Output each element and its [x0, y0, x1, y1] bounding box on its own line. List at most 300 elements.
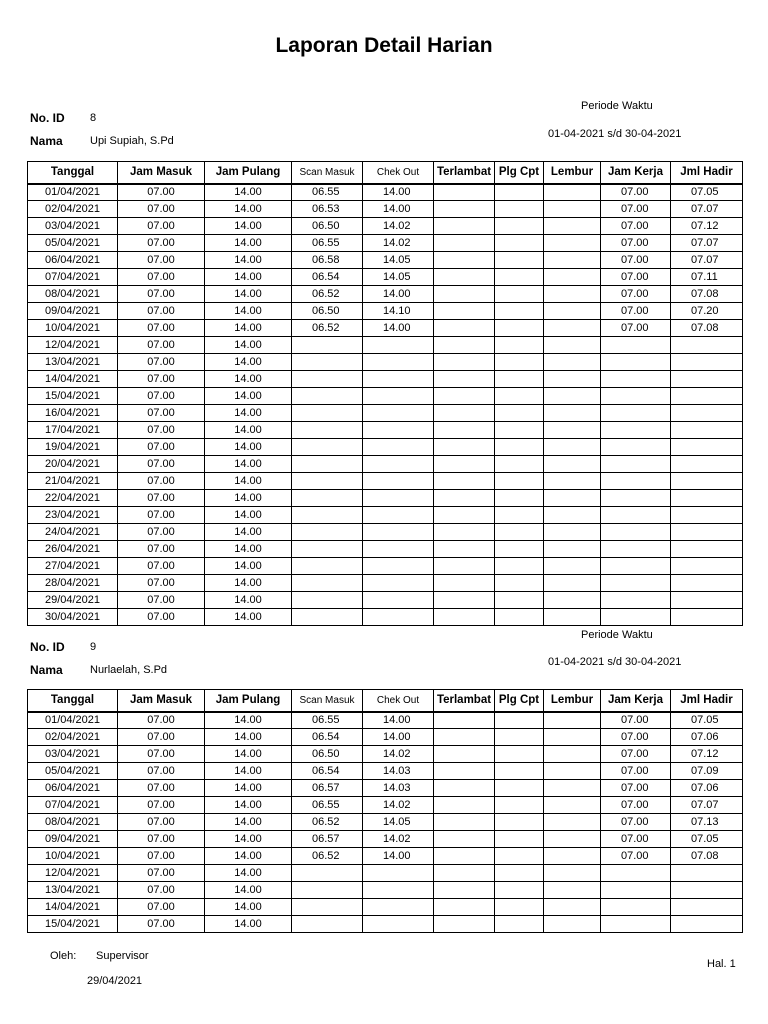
column-header: Jam Pulang — [205, 162, 292, 184]
table-row — [28, 609, 743, 626]
check-out-cell — [363, 405, 434, 422]
work-hours-cell: 07.00 — [601, 763, 671, 780]
clock-out-cell: 14.00 — [205, 848, 292, 865]
table-row — [28, 746, 743, 763]
work-hours-cell — [601, 456, 671, 473]
work-hours-cell: 07.00 — [601, 712, 671, 729]
clock-out-cell: 14.00 — [205, 252, 292, 269]
scan-in-cell: 06.55 — [292, 712, 363, 729]
clock-out-cell: 14.00 — [205, 201, 292, 218]
clock-out-cell: 14.00 — [205, 797, 292, 814]
work-hours-cell: 07.00 — [601, 780, 671, 797]
employee-name: Nurlaelah, S.Pd — [90, 664, 168, 676]
clock-out-cell: 14.00 — [205, 712, 292, 729]
clock-out-cell: 14.00 — [205, 507, 292, 524]
check-out-cell — [363, 592, 434, 609]
overtime-cell — [544, 592, 601, 609]
clock-out-cell: 14.00 — [205, 303, 292, 320]
table-row — [28, 882, 743, 899]
clock-in-cell: 07.00 — [118, 422, 205, 439]
attendance-hours-cell: 07.08 — [671, 848, 743, 865]
date-cell: 13/04/2021 — [28, 882, 118, 899]
column-header: Jam Pulang — [205, 690, 292, 712]
attendance-hours-cell — [671, 456, 743, 473]
early-leave-cell — [495, 729, 544, 746]
table-row — [28, 712, 743, 729]
clock-out-cell: 14.00 — [205, 269, 292, 286]
table-row — [28, 235, 743, 252]
clock-out-cell: 14.00 — [205, 456, 292, 473]
period-range: 01-04-2021 s/d 30-04-2021 — [548, 656, 682, 668]
late-cell — [434, 848, 495, 865]
check-out-cell — [363, 388, 434, 405]
early-leave-cell — [495, 235, 544, 252]
column-header: Plg Cpt — [495, 162, 544, 184]
work-hours-cell — [601, 422, 671, 439]
clock-in-cell: 07.00 — [118, 354, 205, 371]
date-cell: 24/04/2021 — [28, 524, 118, 541]
clock-out-cell: 14.00 — [205, 371, 292, 388]
clock-in-cell: 07.00 — [118, 286, 205, 303]
attendance-hours-cell — [671, 354, 743, 371]
date-cell: 20/04/2021 — [28, 456, 118, 473]
work-hours-cell: 07.00 — [601, 286, 671, 303]
column-header: Jam Masuk — [118, 162, 205, 184]
overtime-cell — [544, 609, 601, 626]
scan-in-cell: 06.52 — [292, 848, 363, 865]
scan-in-cell: 06.58 — [292, 252, 363, 269]
early-leave-cell — [495, 524, 544, 541]
clock-in-cell: 07.00 — [118, 746, 205, 763]
clock-in-cell: 07.00 — [118, 763, 205, 780]
scan-in-cell: 06.52 — [292, 320, 363, 337]
late-cell — [434, 354, 495, 371]
work-hours-cell — [601, 865, 671, 882]
clock-in-cell: 07.00 — [118, 252, 205, 269]
clock-out-cell: 14.00 — [205, 746, 292, 763]
late-cell — [434, 337, 495, 354]
period-label: Periode Waktu — [581, 100, 653, 112]
date-cell: 22/04/2021 — [28, 490, 118, 507]
scan-in-cell — [292, 524, 363, 541]
table-row — [28, 371, 743, 388]
clock-in-cell: 07.00 — [118, 201, 205, 218]
late-cell — [434, 575, 495, 592]
check-out-cell — [363, 609, 434, 626]
scan-in-cell: 06.57 — [292, 831, 363, 848]
attendance-hours-cell — [671, 865, 743, 882]
early-leave-cell — [495, 252, 544, 269]
check-out-cell: 14.02 — [363, 218, 434, 235]
late-cell — [434, 201, 495, 218]
late-cell — [434, 490, 495, 507]
date-cell: 03/04/2021 — [28, 218, 118, 235]
attendance-hours-cell: 07.05 — [671, 831, 743, 848]
date-cell: 07/04/2021 — [28, 797, 118, 814]
work-hours-cell — [601, 337, 671, 354]
date-cell: 15/04/2021 — [28, 388, 118, 405]
overtime-cell — [544, 712, 601, 729]
date-cell: 05/04/2021 — [28, 763, 118, 780]
check-out-cell: 14.03 — [363, 780, 434, 797]
check-out-cell — [363, 541, 434, 558]
attendance-hours-cell — [671, 439, 743, 456]
clock-in-cell: 07.00 — [118, 729, 205, 746]
early-leave-cell — [495, 541, 544, 558]
early-leave-cell — [495, 865, 544, 882]
work-hours-cell: 07.00 — [601, 814, 671, 831]
early-leave-cell — [495, 814, 544, 831]
report-date: 29/04/2021 — [87, 975, 143, 987]
table-row — [28, 286, 743, 303]
table-row — [28, 899, 743, 916]
early-leave-cell — [495, 405, 544, 422]
table-row — [28, 507, 743, 524]
clock-out-cell: 14.00 — [205, 899, 292, 916]
attendance-hours-cell: 07.07 — [671, 201, 743, 218]
overtime-cell — [544, 218, 601, 235]
clock-in-cell: 07.00 — [118, 303, 205, 320]
attendance-hours-cell: 07.13 — [671, 814, 743, 831]
check-out-cell — [363, 371, 434, 388]
work-hours-cell — [601, 882, 671, 899]
scan-in-cell: 06.55 — [292, 235, 363, 252]
check-out-cell: 14.05 — [363, 252, 434, 269]
work-hours-cell — [601, 916, 671, 933]
overtime-cell — [544, 286, 601, 303]
check-out-cell: 14.00 — [363, 184, 434, 201]
scan-in-cell: 06.50 — [292, 218, 363, 235]
check-out-cell: 14.02 — [363, 746, 434, 763]
late-cell — [434, 235, 495, 252]
page-number: Hal. 1 — [707, 958, 736, 970]
signed-by-value: Supervisor — [96, 950, 149, 962]
late-cell — [434, 524, 495, 541]
attendance-hours-cell — [671, 541, 743, 558]
scan-in-cell — [292, 882, 363, 899]
check-out-cell — [363, 456, 434, 473]
table-header-row — [28, 162, 743, 184]
late-cell — [434, 422, 495, 439]
work-hours-cell: 07.00 — [601, 252, 671, 269]
column-header: Scan Masuk — [292, 162, 363, 184]
late-cell — [434, 729, 495, 746]
check-out-cell — [363, 490, 434, 507]
early-leave-cell — [495, 831, 544, 848]
attendance-hours-cell — [671, 524, 743, 541]
column-header: Jam Kerja — [601, 690, 671, 712]
check-out-cell: 14.00 — [363, 286, 434, 303]
work-hours-cell — [601, 592, 671, 609]
overtime-cell — [544, 814, 601, 831]
clock-out-cell: 14.00 — [205, 184, 292, 201]
early-leave-cell — [495, 303, 544, 320]
late-cell — [434, 865, 495, 882]
date-cell: 05/04/2021 — [28, 235, 118, 252]
date-cell: 13/04/2021 — [28, 354, 118, 371]
early-leave-cell — [495, 592, 544, 609]
column-header: Scan Masuk — [292, 690, 363, 712]
date-cell: 06/04/2021 — [28, 780, 118, 797]
overtime-cell — [544, 729, 601, 746]
early-leave-cell — [495, 797, 544, 814]
overtime-cell — [544, 371, 601, 388]
attendance-hours-cell — [671, 337, 743, 354]
work-hours-cell — [601, 507, 671, 524]
overtime-cell — [544, 848, 601, 865]
attendance-hours-cell: 07.09 — [671, 763, 743, 780]
overtime-cell — [544, 831, 601, 848]
scan-in-cell — [292, 405, 363, 422]
clock-out-cell: 14.00 — [205, 916, 292, 933]
work-hours-cell: 07.00 — [601, 184, 671, 201]
clock-out-cell: 14.00 — [205, 609, 292, 626]
signed-by-label: Oleh: — [50, 950, 77, 962]
date-cell: 06/04/2021 — [28, 252, 118, 269]
late-cell — [434, 916, 495, 933]
clock-out-cell: 14.00 — [205, 865, 292, 882]
table-row — [28, 865, 743, 882]
date-cell: 17/04/2021 — [28, 422, 118, 439]
attendance-hours-cell: 07.05 — [671, 184, 743, 201]
clock-in-cell: 07.00 — [118, 490, 205, 507]
date-cell: 09/04/2021 — [28, 303, 118, 320]
work-hours-cell: 07.00 — [601, 320, 671, 337]
check-out-cell — [363, 899, 434, 916]
late-cell — [434, 388, 495, 405]
date-cell: 27/04/2021 — [28, 558, 118, 575]
clock-in-cell: 07.00 — [118, 575, 205, 592]
column-header: Plg Cpt — [495, 690, 544, 712]
check-out-cell: 14.05 — [363, 814, 434, 831]
date-cell: 09/04/2021 — [28, 831, 118, 848]
work-hours-cell: 07.00 — [601, 797, 671, 814]
date-cell: 29/04/2021 — [28, 592, 118, 609]
table-row — [28, 354, 743, 371]
clock-out-cell: 14.00 — [205, 541, 292, 558]
scan-in-cell: 06.50 — [292, 746, 363, 763]
check-out-cell — [363, 882, 434, 899]
attendance-hours-cell: 07.08 — [671, 286, 743, 303]
overtime-cell — [544, 269, 601, 286]
scan-in-cell: 06.50 — [292, 303, 363, 320]
table-row — [28, 541, 743, 558]
late-cell — [434, 405, 495, 422]
attendance-hours-cell — [671, 388, 743, 405]
date-cell: 16/04/2021 — [28, 405, 118, 422]
attendance-hours-cell: 07.07 — [671, 235, 743, 252]
check-out-cell: 14.02 — [363, 235, 434, 252]
overtime-cell — [544, 388, 601, 405]
early-leave-cell — [495, 388, 544, 405]
clock-out-cell: 14.00 — [205, 218, 292, 235]
work-hours-cell — [601, 524, 671, 541]
overtime-cell — [544, 882, 601, 899]
clock-in-cell: 07.00 — [118, 388, 205, 405]
clock-out-cell: 14.00 — [205, 780, 292, 797]
work-hours-cell: 07.00 — [601, 201, 671, 218]
early-leave-cell — [495, 780, 544, 797]
attendance-hours-cell: 07.06 — [671, 729, 743, 746]
attendance-hours-cell — [671, 916, 743, 933]
scan-in-cell — [292, 337, 363, 354]
table-row — [28, 524, 743, 541]
work-hours-cell: 07.00 — [601, 269, 671, 286]
table-row — [28, 303, 743, 320]
table-row — [28, 814, 743, 831]
scan-in-cell — [292, 388, 363, 405]
early-leave-cell — [495, 558, 544, 575]
attendance-hours-cell: 07.07 — [671, 252, 743, 269]
clock-out-cell: 14.00 — [205, 388, 292, 405]
column-header: Lembur — [544, 690, 601, 712]
overtime-cell — [544, 354, 601, 371]
scan-in-cell: 06.54 — [292, 763, 363, 780]
table-row — [28, 456, 743, 473]
attendance-table — [27, 689, 743, 933]
scan-in-cell — [292, 558, 363, 575]
date-cell: 08/04/2021 — [28, 814, 118, 831]
clock-in-cell: 07.00 — [118, 541, 205, 558]
column-header: Terlambat — [434, 690, 495, 712]
early-leave-cell — [495, 609, 544, 626]
attendance-hours-cell: 07.12 — [671, 746, 743, 763]
clock-in-cell: 07.00 — [118, 882, 205, 899]
date-cell: 23/04/2021 — [28, 507, 118, 524]
clock-out-cell: 14.00 — [205, 422, 292, 439]
scan-in-cell: 06.55 — [292, 797, 363, 814]
clock-out-cell: 14.00 — [205, 729, 292, 746]
clock-in-cell: 07.00 — [118, 780, 205, 797]
scan-in-cell: 06.52 — [292, 286, 363, 303]
clock-in-cell: 07.00 — [118, 439, 205, 456]
early-leave-cell — [495, 184, 544, 201]
check-out-cell — [363, 865, 434, 882]
table-header-row — [28, 690, 743, 712]
overtime-cell — [544, 899, 601, 916]
late-cell — [434, 320, 495, 337]
early-leave-cell — [495, 337, 544, 354]
overtime-cell — [544, 405, 601, 422]
late-cell — [434, 780, 495, 797]
scan-in-cell — [292, 916, 363, 933]
late-cell — [434, 609, 495, 626]
late-cell — [434, 746, 495, 763]
clock-in-cell: 07.00 — [118, 456, 205, 473]
date-cell: 07/04/2021 — [28, 269, 118, 286]
overtime-cell — [544, 235, 601, 252]
clock-in-cell: 07.00 — [118, 235, 205, 252]
early-leave-cell — [495, 371, 544, 388]
early-leave-cell — [495, 422, 544, 439]
table-row — [28, 558, 743, 575]
period-label: Periode Waktu — [581, 629, 653, 641]
overtime-cell — [544, 763, 601, 780]
date-cell: 10/04/2021 — [28, 848, 118, 865]
late-cell — [434, 473, 495, 490]
table-row — [28, 422, 743, 439]
early-leave-cell — [495, 746, 544, 763]
work-hours-cell — [601, 609, 671, 626]
work-hours-cell: 07.00 — [601, 746, 671, 763]
column-header: Jml Hadir — [671, 162, 743, 184]
date-cell: 15/04/2021 — [28, 916, 118, 933]
clock-in-cell: 07.00 — [118, 405, 205, 422]
table-row — [28, 490, 743, 507]
column-header: Tanggal — [28, 162, 118, 184]
early-leave-cell — [495, 763, 544, 780]
work-hours-cell — [601, 371, 671, 388]
work-hours-cell — [601, 388, 671, 405]
scan-in-cell — [292, 865, 363, 882]
overtime-cell — [544, 201, 601, 218]
check-out-cell — [363, 337, 434, 354]
overtime-cell — [544, 524, 601, 541]
clock-in-cell: 07.00 — [118, 524, 205, 541]
check-out-cell: 14.00 — [363, 201, 434, 218]
work-hours-cell — [601, 541, 671, 558]
overtime-cell — [544, 303, 601, 320]
clock-out-cell: 14.00 — [205, 354, 292, 371]
attendance-hours-cell — [671, 371, 743, 388]
scan-in-cell — [292, 609, 363, 626]
clock-out-cell: 14.00 — [205, 405, 292, 422]
clock-out-cell: 14.00 — [205, 439, 292, 456]
late-cell — [434, 558, 495, 575]
column-header: Lembur — [544, 162, 601, 184]
clock-out-cell: 14.00 — [205, 558, 292, 575]
clock-in-cell: 07.00 — [118, 609, 205, 626]
clock-in-cell: 07.00 — [118, 320, 205, 337]
scan-in-cell — [292, 899, 363, 916]
attendance-hours-cell: 07.20 — [671, 303, 743, 320]
overtime-cell — [544, 558, 601, 575]
early-leave-cell — [495, 269, 544, 286]
late-cell — [434, 303, 495, 320]
clock-out-cell: 14.00 — [205, 831, 292, 848]
overtime-cell — [544, 797, 601, 814]
table-row — [28, 848, 743, 865]
report-title: Laporan Detail Harian — [275, 34, 493, 57]
late-cell — [434, 286, 495, 303]
work-hours-cell — [601, 558, 671, 575]
check-out-cell — [363, 439, 434, 456]
work-hours-cell: 07.00 — [601, 848, 671, 865]
clock-out-cell: 14.00 — [205, 524, 292, 541]
attendance-hours-cell — [671, 405, 743, 422]
overtime-cell — [544, 422, 601, 439]
clock-out-cell: 14.00 — [205, 320, 292, 337]
late-cell — [434, 797, 495, 814]
late-cell — [434, 712, 495, 729]
attendance-hours-cell: 07.11 — [671, 269, 743, 286]
attendance-table — [27, 161, 743, 626]
scan-in-cell — [292, 541, 363, 558]
overtime-cell — [544, 337, 601, 354]
date-cell: 30/04/2021 — [28, 609, 118, 626]
attendance-hours-cell — [671, 490, 743, 507]
overtime-cell — [544, 780, 601, 797]
attendance-hours-cell — [671, 558, 743, 575]
attendance-hours-cell — [671, 609, 743, 626]
check-out-cell — [363, 558, 434, 575]
scan-in-cell: 06.54 — [292, 269, 363, 286]
column-header: Jam Kerja — [601, 162, 671, 184]
clock-in-cell: 07.00 — [118, 831, 205, 848]
clock-in-cell: 07.00 — [118, 592, 205, 609]
check-out-cell — [363, 422, 434, 439]
clock-in-cell: 07.00 — [118, 337, 205, 354]
